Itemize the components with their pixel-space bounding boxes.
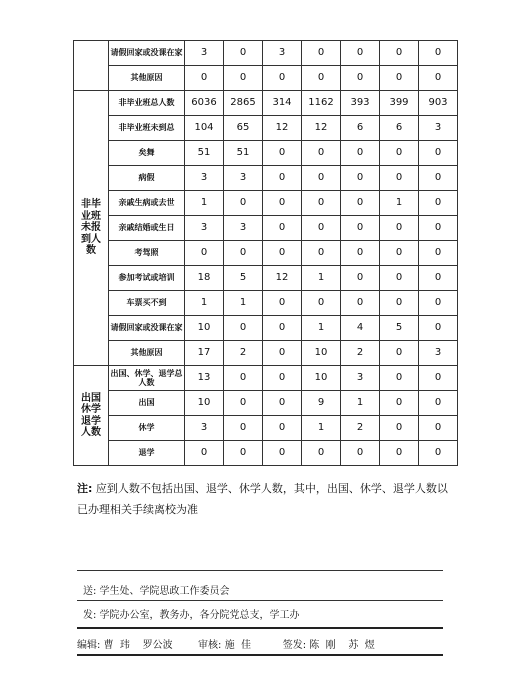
row-label: 非毕业班总人数 <box>109 91 185 116</box>
table-cell: 17 <box>185 341 224 366</box>
table-cell: 0 <box>341 241 380 266</box>
table-row <box>74 291 458 316</box>
table-cell: 0 <box>380 441 419 466</box>
footnote-prefix: 注: <box>77 482 93 495</box>
table-cell: 12 <box>263 116 302 141</box>
table-cell: 1 <box>224 291 263 316</box>
table-cell: 1 <box>302 316 341 341</box>
row-label: 亲戚生病或去世 <box>109 191 185 216</box>
table-cell: 0 <box>380 416 419 441</box>
row-label: 病假 <box>109 166 185 191</box>
table-cell: 0 <box>380 341 419 366</box>
table-cell: 399 <box>380 91 419 116</box>
table-cell: 0 <box>341 441 380 466</box>
table-cell: 0 <box>224 41 263 66</box>
table-cell: 0 <box>302 441 341 466</box>
table-row <box>74 91 458 116</box>
group-label-line: 数 <box>86 245 96 257</box>
group-label-line: 非毕 <box>81 199 101 211</box>
table-row <box>74 441 458 466</box>
row-label: 参加考试或培训 <box>109 266 185 291</box>
group-cell-chuguo <box>74 366 109 466</box>
table-cell: 0 <box>302 191 341 216</box>
table-cell: 0 <box>380 241 419 266</box>
table-cell: 0 <box>380 166 419 191</box>
table-cell: 6036 <box>185 91 224 116</box>
footer-divider-2 <box>77 627 443 629</box>
table-cell: 0 <box>224 66 263 91</box>
table-cell: 0 <box>263 141 302 166</box>
group-cell-empty <box>74 41 109 91</box>
table-cell: 3 <box>224 216 263 241</box>
table-cell: 3 <box>419 116 458 141</box>
footer-editors: 编辑: 曹 玮 罗公波 审核: 施 佳 签发: 陈 刚 苏 煜 <box>77 640 375 651</box>
table-cell: 6 <box>341 116 380 141</box>
table-row <box>74 216 458 241</box>
table-row <box>74 341 458 366</box>
table-cell: 0 <box>419 266 458 291</box>
table-cell: 0 <box>302 41 341 66</box>
table-cell: 9 <box>302 391 341 416</box>
table-cell: 0 <box>380 291 419 316</box>
table-row <box>74 266 458 291</box>
table-cell: 104 <box>185 116 224 141</box>
table-cell: 0 <box>341 141 380 166</box>
table-cell: 0 <box>380 391 419 416</box>
table-row <box>74 141 458 166</box>
table-cell: 0 <box>419 441 458 466</box>
table-cell: 0 <box>302 66 341 91</box>
table-row <box>74 391 458 416</box>
table-cell: 0 <box>224 241 263 266</box>
table-cell: 0 <box>263 66 302 91</box>
table-cell: 0 <box>419 66 458 91</box>
table-cell: 1 <box>302 416 341 441</box>
table-cell: 3 <box>185 166 224 191</box>
table-row <box>74 41 458 66</box>
table-cell: 3 <box>263 41 302 66</box>
table-cell: 0 <box>185 441 224 466</box>
table-cell: 0 <box>302 241 341 266</box>
table-cell: 0 <box>341 66 380 91</box>
table-cell: 3 <box>419 341 458 366</box>
table-cell: 0 <box>224 366 263 391</box>
row-label: 亲戚结婚或生日 <box>109 216 185 241</box>
footer-issue-to: 发: 学院办公室，教务办，各分院党总支，学工办 <box>83 610 300 621</box>
group-label-line: 休学 <box>81 404 101 415</box>
table-cell: 0 <box>302 166 341 191</box>
attendance-table <box>73 40 458 466</box>
table-cell: 0 <box>263 441 302 466</box>
table-cell: 0 <box>263 216 302 241</box>
table-cell: 12 <box>302 116 341 141</box>
row-label: 车票买不到 <box>109 291 185 316</box>
table-cell: 2 <box>224 341 263 366</box>
table-cell: 10 <box>185 316 224 341</box>
table-cell: 0 <box>224 441 263 466</box>
footnote <box>77 478 457 520</box>
table-cell: 12 <box>263 266 302 291</box>
group-label-line: 到人 <box>81 233 101 245</box>
table-cell: 0 <box>380 66 419 91</box>
table-cell: 1162 <box>302 91 341 116</box>
table-cell: 0 <box>263 241 302 266</box>
group-label-line: 未报 <box>81 222 101 234</box>
table-cell: 2865 <box>224 91 263 116</box>
table-cell: 0 <box>341 291 380 316</box>
table-cell: 0 <box>341 191 380 216</box>
table-cell: 314 <box>263 91 302 116</box>
footer-send-to: 送: 学生处、学院思政工作委员会 <box>83 586 230 597</box>
table-cell: 0 <box>302 216 341 241</box>
table-cell: 0 <box>224 316 263 341</box>
group-label-line: 业班 <box>81 210 101 222</box>
table-cell: 1 <box>185 191 224 216</box>
table-cell: 0 <box>302 141 341 166</box>
table-cell: 0 <box>341 266 380 291</box>
footnote-text: 应到人数不包括出国、退学、休学人数，其中，出国、休学、退学人数以已办理相关手续离校为准 <box>77 482 448 516</box>
table-cell: 0 <box>419 316 458 341</box>
table-cell: 0 <box>341 166 380 191</box>
table-cell: 0 <box>419 416 458 441</box>
table-cell: 0 <box>419 391 458 416</box>
table-cell: 0 <box>263 341 302 366</box>
table-cell: 0 <box>419 216 458 241</box>
table-cell: 0 <box>224 391 263 416</box>
table-cell: 65 <box>224 116 263 141</box>
table-cell: 0 <box>419 241 458 266</box>
table-cell: 51 <box>185 141 224 166</box>
table-row <box>74 316 458 341</box>
table-cell: 1 <box>185 291 224 316</box>
row-label: 退学 <box>109 441 185 466</box>
table-cell: 10 <box>302 341 341 366</box>
table-cell: 0 <box>419 166 458 191</box>
table-row <box>74 366 458 391</box>
table-cell: 4 <box>341 316 380 341</box>
footer-divider-bottom <box>77 654 443 656</box>
row-label: 请假回家或没课在家 <box>109 41 185 66</box>
table-cell: 0 <box>263 416 302 441</box>
row-label: 考驾照 <box>109 241 185 266</box>
table-cell: 5 <box>380 316 419 341</box>
row-label: 矣舞 <box>109 141 185 166</box>
table-cell: 13 <box>185 366 224 391</box>
table-cell: 1 <box>380 191 419 216</box>
table-cell: 3 <box>185 41 224 66</box>
table-cell: 0 <box>419 191 458 216</box>
row-label: 休学 <box>109 416 185 441</box>
group-label-line: 出国 <box>81 392 101 404</box>
table-cell: 0 <box>380 266 419 291</box>
table-row <box>74 66 458 91</box>
table-cell: 903 <box>419 91 458 116</box>
table-cell: 0 <box>224 416 263 441</box>
table-cell: 0 <box>263 391 302 416</box>
table-cell: 0 <box>263 166 302 191</box>
table-cell: 0 <box>380 366 419 391</box>
table-cell: 0 <box>185 241 224 266</box>
table-cell: 0 <box>341 41 380 66</box>
row-label: 非毕业班未到总 <box>109 116 185 141</box>
table-cell: 0 <box>419 366 458 391</box>
table-cell: 0 <box>263 191 302 216</box>
table-cell: 0 <box>185 66 224 91</box>
table-cell: 3 <box>224 166 263 191</box>
table-cell: 0 <box>341 216 380 241</box>
row-label: 其他原因 <box>109 341 185 366</box>
table-cell: 1 <box>302 266 341 291</box>
table-cell: 51 <box>224 141 263 166</box>
table-cell: 10 <box>302 366 341 391</box>
table-row <box>74 166 458 191</box>
table-row <box>74 416 458 441</box>
row-label: 出国 <box>109 391 185 416</box>
table-cell: 0 <box>419 291 458 316</box>
table-cell: 3 <box>185 216 224 241</box>
table-cell: 0 <box>302 291 341 316</box>
table-cell: 18 <box>185 266 224 291</box>
table-cell: 1 <box>341 391 380 416</box>
table-cell: 393 <box>341 91 380 116</box>
table-cell: 6 <box>380 116 419 141</box>
table-row <box>74 241 458 266</box>
table-row <box>74 191 458 216</box>
table-cell: 0 <box>263 366 302 391</box>
table-cell: 10 <box>185 391 224 416</box>
table-cell: 0 <box>380 216 419 241</box>
table-cell: 3 <box>341 366 380 391</box>
table-cell: 0 <box>419 141 458 166</box>
group-cell-nonbiye <box>74 91 109 366</box>
footer-divider-top <box>77 570 443 571</box>
group-label-line: 人数 <box>81 427 101 438</box>
table-cell: 0 <box>224 191 263 216</box>
table-cell: 0 <box>380 41 419 66</box>
table-cell: 0 <box>419 41 458 66</box>
row-label: 请假回家或没课在家 <box>109 316 185 341</box>
table-cell: 5 <box>224 266 263 291</box>
footer-divider-1 <box>77 600 443 601</box>
table-cell: 0 <box>263 291 302 316</box>
table-cell: 0 <box>263 316 302 341</box>
group-label-line: 退学 <box>81 415 101 427</box>
row-label: 其他原因 <box>109 66 185 91</box>
table-row <box>74 116 458 141</box>
table-cell: 0 <box>380 141 419 166</box>
table-cell: 2 <box>341 416 380 441</box>
table-cell: 2 <box>341 341 380 366</box>
table-cell: 3 <box>185 416 224 441</box>
row-label: 出国、休学、退学总人数 <box>109 366 185 391</box>
